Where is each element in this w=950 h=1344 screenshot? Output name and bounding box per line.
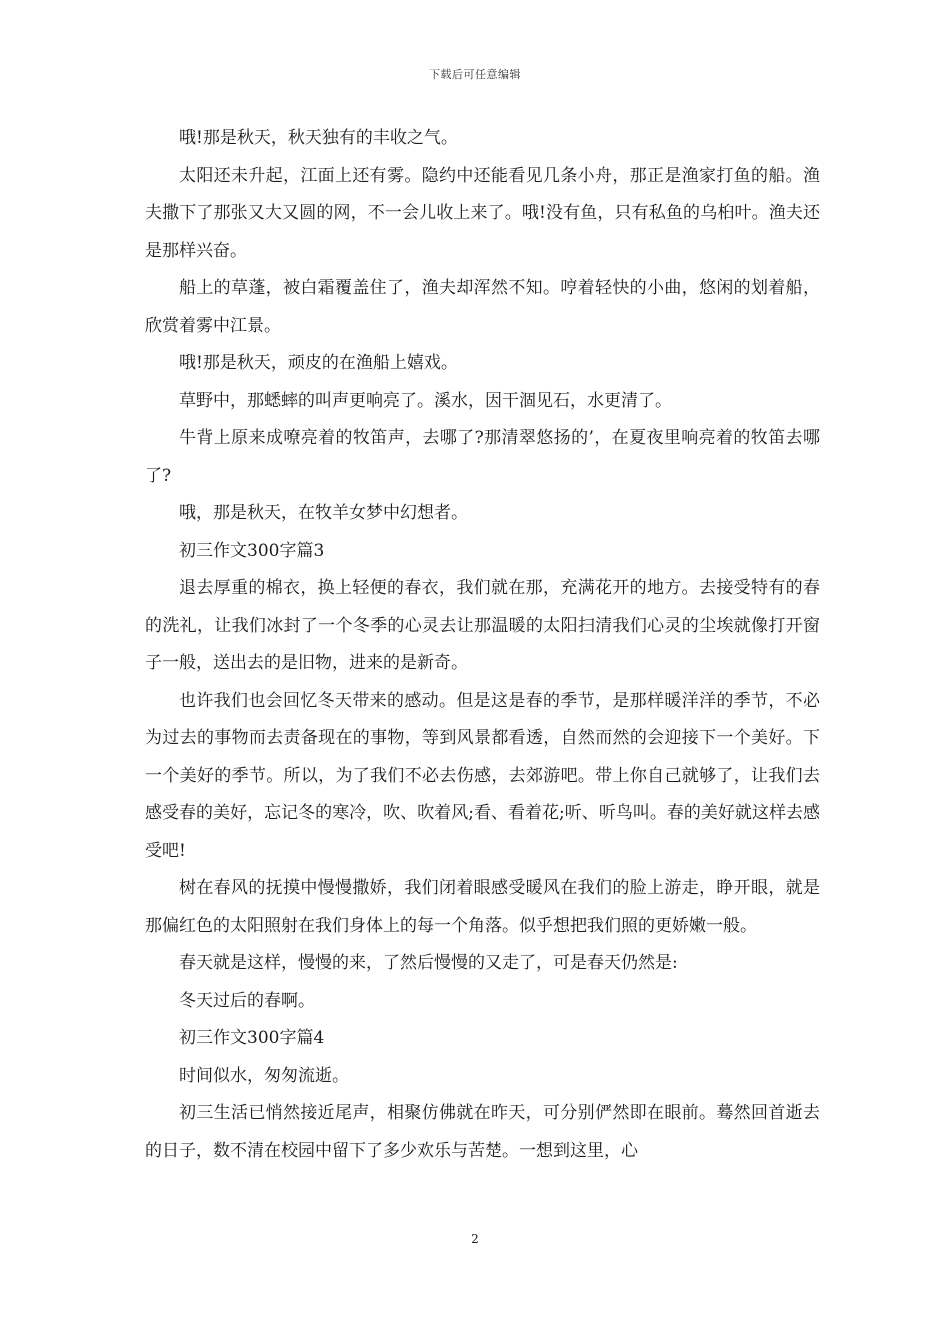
section-heading: 初三作文300字篇4 bbox=[179, 1028, 325, 1048]
paragraph: 也许我们也会回忆冬天带来的感动。但是这是春的季节，是那样暖洋洋的季节，不必为过去的事物而去责备现在的事物，等到风景都看透，自然而然的会迎接下一个美好。下一个美好的季节。所以，为了我们不必去伤感，去郊游吧。带上你自己就够了，让我们去感受春的美好，忘记冬的寒冷，吹、吹着风;看、看着花;听、听鸟叫。春的美好就这样去感受吧! bbox=[145, 690, 820, 861]
paragraph: 太阳还未升起，江面上还有雾。隐约中还能看见几条小舟，那正是渔家打鱼的船。渔夫撒下了那张又大又圆的网，不一会儿收上来了。哦!没有鱼，只有私鱼的乌桕叶。渔夫还是那样兴奋。 bbox=[145, 165, 820, 261]
page-number: 2 bbox=[471, 1232, 479, 1246]
paragraph: 牛背上原来成嘹亮着的牧笛声，去哪了?那清翠悠扬的’，在夏夜里响亮着的牧笛去哪了? bbox=[145, 428, 820, 486]
section-heading: 初三作文300字篇3 bbox=[179, 540, 325, 561]
paragraph: 时间似水，匆匆流逝。 bbox=[179, 1065, 349, 1086]
paragraph: 退去厚重的棉衣，换上轻便的春衣，我们就在那，充满花开的地方。去接受特有的春的洗礼，让我们冰封了一个冬季的心灵去让那温暖的太阳扫清我们心灵的尘埃就像打开窗子一般，送出去的是旧物，进来的是新奇。 bbox=[145, 578, 820, 673]
paragraph: 树在春风的抚摸中慢慢撒娇，我们闭着眼感受暖风在我们的脸上游走，睁开眼，就是那偏红色的太阳照射在我们身体上的每一个角落。似乎想把我们照的更娇嫩一般。 bbox=[145, 878, 820, 936]
paragraph: 初三生活已悄然接近尾声，相聚仿佛就在昨天，可分别俨然即在眼前。蓦然回首逝去的日子，数不清在校园中留下了多少欢乐与苦楚。一想到这里，心 bbox=[145, 1103, 820, 1161]
paragraph: 草野中，那蟋蟀的叫声更响亮了。溪水，因干涸见石，水更清了。 bbox=[179, 390, 672, 411]
page-header: 下载后可任意编辑 bbox=[429, 68, 521, 81]
paragraph: 冬天过后的春啊。 bbox=[179, 990, 315, 1011]
paragraph: 哦，那是秋天，在牧羊女梦中幻想者。 bbox=[179, 503, 468, 523]
paragraph: 船上的草蓬，被白霜覆盖住了，渔夫却浑然不知。哼着轻快的小曲，悠闲的划着船，欣赏着雾中江景。 bbox=[145, 278, 820, 336]
paragraph: 哦!那是秋天，顽皮的在渔船上嬉戏。 bbox=[179, 353, 458, 373]
paragraph: 春天就是这样，慢慢的来，了然后慢慢的又走了，可是春天仍然是: bbox=[179, 953, 678, 973]
paragraph: 哦!那是秋天，秋天独有的丰收之气。 bbox=[179, 128, 458, 148]
document-body bbox=[145, 120, 820, 1170]
